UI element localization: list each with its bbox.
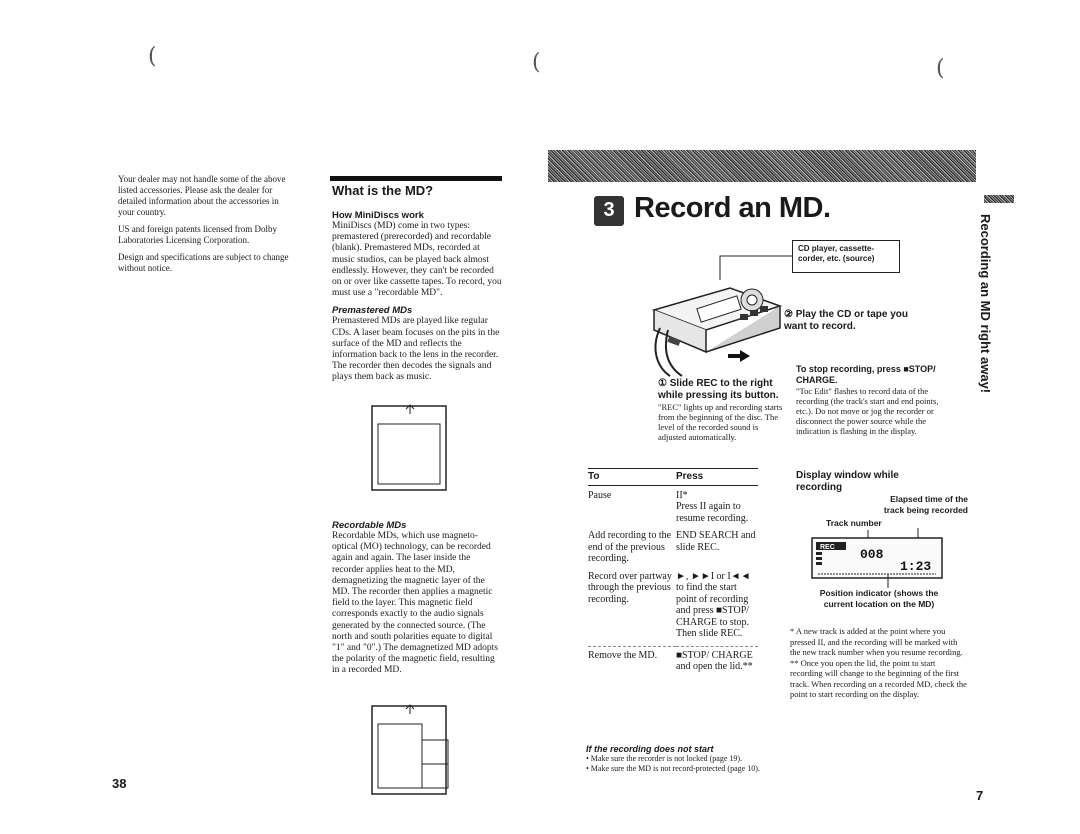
stop-block: [796, 364, 956, 436]
label-track: Track number: [826, 518, 882, 528]
label-elapsed: Elapsed time of the track being recorded: [883, 494, 968, 515]
display-heading: Display window while recording: [796, 470, 899, 493]
md-recorder-illustration: [640, 250, 800, 380]
table-row: [588, 485, 758, 530]
right-page-number: 7: [976, 788, 984, 803]
display-window-illustration: [808, 528, 948, 590]
trouble-item-1: • Make sure the recorder is not locked (page 19).: [586, 754, 743, 763]
table-row: [588, 646, 758, 679]
trouble-item-2: • Make sure the MD is not record-protected (page 10).: [586, 763, 760, 773]
display-track-number: 008: [860, 547, 884, 562]
notes-block: [118, 174, 296, 274]
display-rec-indicator: REC: [820, 544, 835, 551]
col-header-to: To: [588, 471, 600, 482]
row-remove-to: Remove the MD.: [588, 649, 658, 661]
left-column-text: [332, 210, 502, 384]
trouble-heading: If the recording does not start: [586, 744, 714, 754]
row-over-press: ►, ►►I or I◄◄ to find the start point of recording and press ■STOP/ CHARGE to stop. Then slide REC.: [676, 570, 751, 639]
step-number-icon: [594, 196, 624, 226]
source-box: CD player, cassette-corder, etc. (source): [792, 240, 900, 273]
header-band: [548, 150, 976, 182]
step1-block: [658, 378, 788, 442]
step2-heading: ② Play the CD or tape you want to record.: [784, 309, 908, 332]
recordable-block: [332, 520, 502, 677]
table-row: [588, 530, 758, 571]
note-design: Design and specifications are subject to change without notice.: [118, 252, 289, 273]
recordable-md-illustration: [370, 704, 454, 798]
note-dealer: Your dealer may not handle some of the above listed accessories. Please ask the dealer for detailed information about the accessories in your country.: [118, 174, 286, 217]
row-pause-to: Pause: [588, 489, 612, 501]
trouble-block: [586, 744, 766, 773]
footnotes: [790, 626, 968, 700]
footnote-1: * A new track is added at the point where you pressed II, and the recording will be marked with the new track number when you resume recording.: [790, 626, 963, 657]
row-remove-press: ■STOP/ CHARGE and open the lid.**: [676, 649, 753, 672]
label-position: Position indicator (shows the current location on the MD): [819, 588, 939, 609]
operations-table: [588, 468, 758, 679]
step1-heading: ① Slide REC to the right while pressing its button.: [658, 378, 779, 401]
row-over-to: Record over partway through the previous recording.: [588, 570, 672, 605]
display-elapsed-time: 1:23: [900, 559, 932, 574]
section-rule: [330, 176, 502, 181]
step-number: 3: [603, 199, 615, 221]
side-tab-label: Recording an MD right away!: [978, 214, 993, 394]
footnote-2: ** Once you open the lid, the point to start recording will change to the beginning of the first track. When recording on a recorded MD, check the point to start recording on the display.: [790, 657, 967, 699]
how-heading: How MiniDiscs work: [332, 210, 424, 221]
side-tab-block: [984, 195, 1014, 203]
premastered-text: Premastered MDs are played like regular CDs. A laser beam focuses on the pits in the surface of the MD and reflects the information back to the lens in the recorder. The recorder then decodes the signals and plays them back as music.: [332, 316, 500, 383]
note-patent: US and foreign patents licensed from Dolby Laboratories Licensing Corporation.: [118, 224, 277, 245]
recordable-heading: Recordable MDs: [332, 520, 407, 531]
row-add-to: Add recording to the end of the previous recording.: [588, 530, 672, 564]
step1-text: "REC" lights up and recording starts from the beginning of the disc. The level of the recorded sound is adjusted automatically.: [658, 402, 783, 442]
premastered-heading: Premastered MDs: [332, 305, 413, 317]
page-title: Record an MD.: [634, 192, 831, 224]
premastered-md-illustration: [370, 404, 450, 494]
stop-heading: To stop recording, press ■STOP/ CHARGE.: [796, 364, 936, 385]
margin-mark-1: (: [148, 44, 157, 69]
col-header-press: Press: [676, 471, 704, 482]
row-pause-press: II* Press II again to resume recording.: [676, 489, 749, 524]
recordable-text: Recordable MDs, which use magneto-optical (MO) technology, can be recorded again and again. The laser inside the recorder applies heat to the MD, demagnetizing the magnetic layer of the MD. The recorder then applies a magnetic field to the layer. This magnetic field corresponds exactly to the audio signals generated by the connected source. (The north and south polarities equate to digital "1" and "0".) The demagnetized MD adopts the polarity of the magnetic field, resulting in a recorded MD.: [332, 531, 498, 676]
table-row: [588, 571, 758, 647]
left-page-number: 38: [112, 776, 127, 791]
row-add-press: END SEARCH and slide REC.: [676, 530, 756, 553]
margin-mark-2: (: [532, 50, 541, 75]
how-text: MiniDiscs (MD) come in two types: premastered (prerecorded) and recordable (blank). Premastered MDs, recorded at music studios, can be played back almost endlessly. However, they can't be recorded on or over like cassette tapes. To record, you must use a "recordable MD".: [332, 221, 502, 299]
margin-mark-3: (: [936, 56, 945, 81]
stop-text: "Toc Edit" flashes to record data of the recording (the track's start and end points, etc.). Do not move or jog the recorder or disconnect the power source while the indication is flashing in the display.: [796, 386, 939, 436]
section-title: What is the MD?: [332, 183, 434, 198]
table-header-row: [588, 469, 758, 486]
